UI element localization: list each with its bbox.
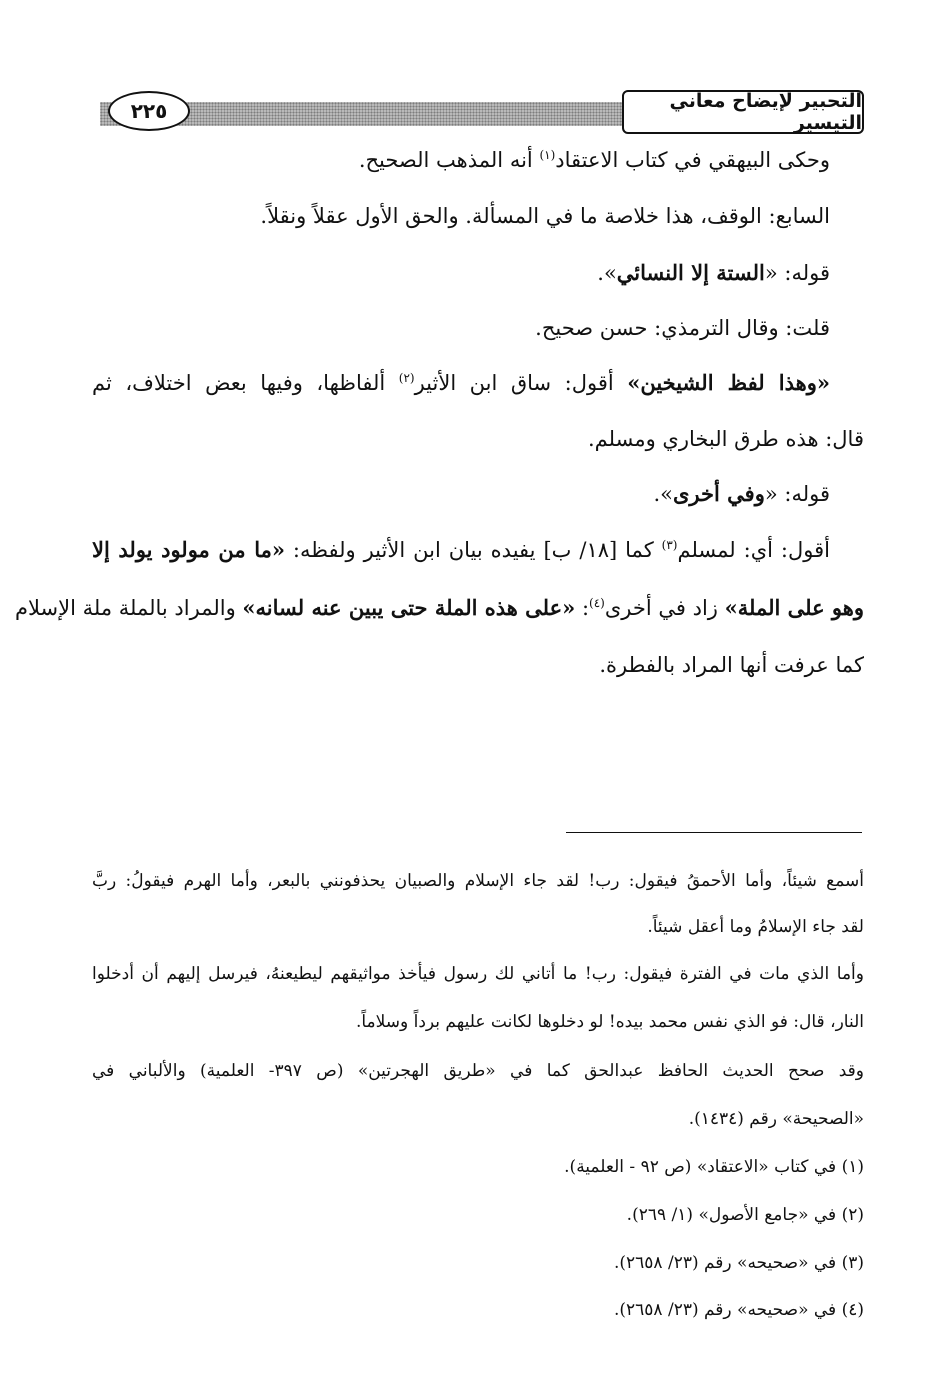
hadith-quote: «ما من مولود يولد إلا <box>92 537 285 562</box>
text-span: قوله: « <box>764 261 830 285</box>
footnote-continued-line-3: وأما الذي مات في الفترة فيقول: رب! ما أتاني لك رسول فيأخذ مواثيقهم ليطيعنهُ، فيرسل إليهم أن أدخلوا <box>92 964 864 984</box>
hadith-quote: «على هذه الملة حتى يبين عنه لسانه» <box>242 595 576 620</box>
text-span: أقول: ساق ابن الأثير <box>414 371 628 395</box>
page-number: ٢٢٥ <box>108 91 190 131</box>
text-line-8 <box>92 537 864 562</box>
footnote-ref-3: (٣) <box>661 538 678 552</box>
text-line-5 <box>92 370 864 395</box>
quoted-phrase: وفي أخرى <box>673 481 765 506</box>
running-header <box>100 88 864 140</box>
book-title: التحبير لإيضاح معاني التيسير <box>622 90 864 134</box>
footnote-separator <box>566 832 862 833</box>
text-span: أقول: أي: لمسلم <box>677 538 830 562</box>
text-line-4: قلت: وقال الترمذي: حسن صحيح. <box>535 316 830 340</box>
text-line-3 <box>92 260 864 285</box>
footnote-continued-line-5: وقد صحح الحديث الحافظ عبدالحق كما في «طريق الهجرتين» (ص ٣٩٧- العلمية) والألباني في <box>92 1061 864 1081</box>
hadith-quote: وهو على الملة» <box>724 595 864 620</box>
footnote-continued-line-6: «الصحيحة» رقم (١٤٣٤). <box>688 1109 864 1129</box>
text-span: والمراد بالملة ملة الإسلام <box>15 596 243 620</box>
text-line-2: السابع: الوقف، هذا خلاصة ما في المسألة. والحق الأول عقلاً ونقلاً. <box>260 204 830 228</box>
text-span: ». <box>653 482 673 506</box>
footnote-continued-line-4: النار، قال: فو الذي نفس محمد بيده! لو دخلوها لكانت عليهم برداً وسلاماً. <box>355 1012 864 1032</box>
footnote-continued-line-2: لقد جاء الإسلامُ وما أعقل شيئاً. <box>647 917 864 937</box>
footnote-4: (٤) في «صحيحه» رقم (٢٣/ ٢٦٥٨). <box>613 1300 864 1320</box>
text-span: زاد في أخرى <box>604 596 725 620</box>
text-span: وحكى البيهقي في كتاب الاعتقاد <box>555 148 830 172</box>
quoted-phrase: «وهذا لفظ الشيخين» <box>627 370 830 395</box>
text-line-9 <box>15 595 864 620</box>
footnote-2: (٢) في «جامع الأصول» (١/ ٢٦٩). <box>626 1205 864 1225</box>
text-span: ». <box>597 261 617 285</box>
footnote-ref-4: (٤) <box>589 596 605 610</box>
text-span: كما [١٨/ ب] يفيده بيان ابن الأثير ولفظه: <box>284 538 662 562</box>
text-span: أنه المذهب الصحيح. <box>358 148 540 172</box>
text-line-7 <box>92 481 864 506</box>
footnote-ref-1: (١) <box>539 148 556 162</box>
text-line-1 <box>92 148 864 172</box>
footnote-continued-line-1: أسمع شيئاً، وأما الأحمقُ فيقول: رب! لقد جاء الإسلام والصبيان يحذفونني بالبعر، وأما الهرم فيقولُ: ربَّ <box>92 871 864 891</box>
quoted-phrase: الستة إلا النسائي <box>616 260 765 285</box>
text-line-10: كما عرفت أنها المراد بالفطرة. <box>599 653 864 677</box>
footnote-1: (١) في كتاب «الاعتقاد» (ص ٩٢ - العلمية). <box>564 1157 864 1177</box>
text-span: قوله: « <box>764 482 830 506</box>
text-span: : <box>575 596 590 620</box>
footnote-3: (٣) في «صحيحه» رقم (٢٣/ ٢٦٥٨). <box>613 1253 864 1273</box>
text-span: ألفاظها، وفيها بعض اختلاف، ثم <box>92 371 399 395</box>
text-line-6: قال: هذه طرق البخاري ومسلم. <box>588 427 864 451</box>
footnote-ref-2: (٢) <box>398 371 415 385</box>
